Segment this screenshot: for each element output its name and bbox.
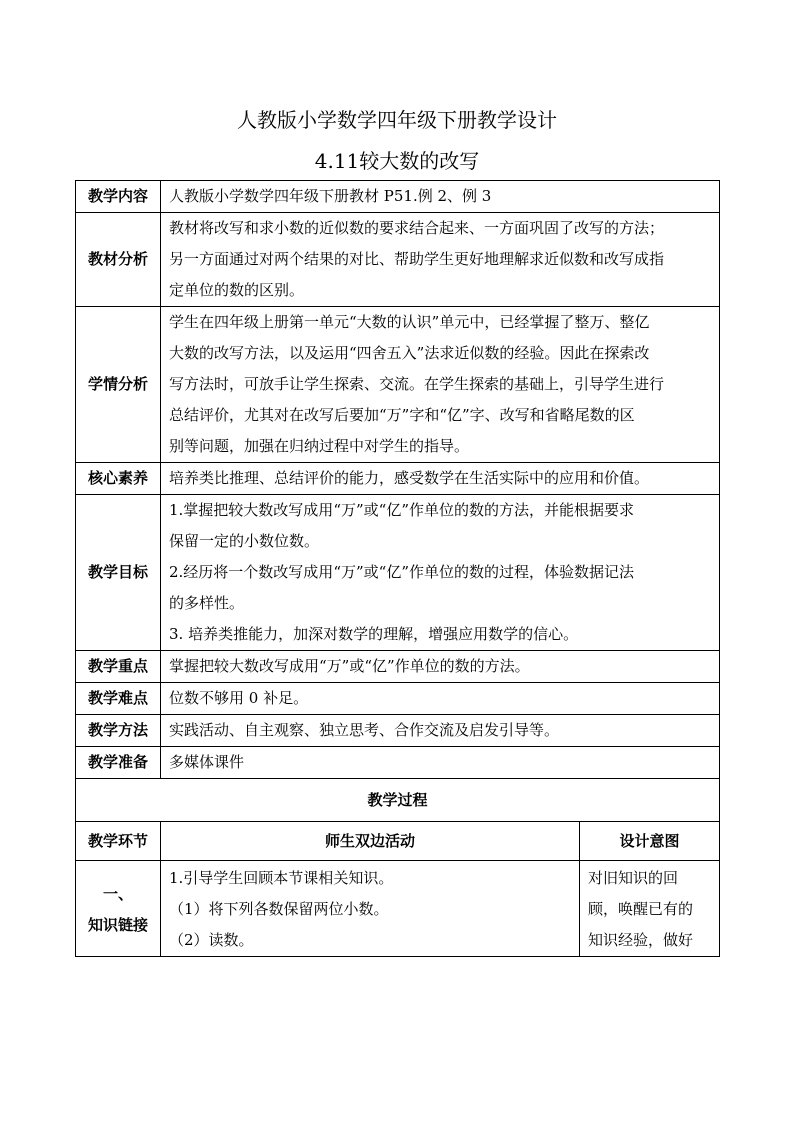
content-line: 实践活动、自主观察、独立思考、合作交流及启发引导等。 [169, 721, 560, 739]
process-columns-row [76, 822, 720, 861]
activity-line: （1）将下列各数保留两位小数。 [169, 900, 389, 918]
row-content [161, 747, 720, 779]
row-content [161, 651, 720, 683]
row-content [161, 683, 720, 715]
intent-line: 知识经验，做好 [588, 931, 694, 949]
content-line: 定单位的数的区别。 [169, 281, 305, 299]
row-label: 教材分析 [76, 213, 161, 307]
document-title: 人教版小学数学四年级下册教学设计 [237, 108, 557, 132]
lesson-plan-table [75, 180, 720, 957]
intent-line: 对旧知识的回 [588, 869, 679, 887]
row-content [161, 495, 720, 651]
content-line: 大数的改写方法，以及运用“四舍五入”法求近似数的经验。因此在探索改 [169, 344, 650, 362]
info-row [76, 651, 720, 683]
content-line: 别等问题，加强在归纳过程中对学生的指导。 [169, 437, 470, 455]
info-row [76, 715, 720, 747]
column-header: 设计意图 [580, 822, 720, 861]
content-line: 位数不够用 0 补足。 [169, 689, 309, 707]
content-line: 2.经历将一个数改写成用“万”或“亿”作单位的数的过程，体验数据记法 [169, 563, 634, 581]
lesson-title: 4.11较大数的改写 [314, 149, 480, 173]
content-line: 1.掌握把较大数改写成用“万”或“亿”作单位的数的方法，并能根据要求 [169, 501, 634, 519]
info-row [76, 181, 720, 213]
stage-label-line: 知识链接 [87, 915, 148, 934]
row-label: 学情分析 [76, 307, 161, 463]
info-row [76, 213, 720, 307]
row-content [161, 463, 720, 495]
intent-line: 顾，唤醒已有的 [588, 900, 694, 918]
row-label: 教学目标 [76, 495, 161, 651]
info-row [76, 495, 720, 651]
content-line: 教材将改写和求小数的近似数的要求结合起来、一方面巩固了改写的方法； [169, 219, 665, 237]
content-line: 总结评价，尤其对在改写后要加“万”字和“亿”字、改写和省略尾数的区 [169, 406, 635, 424]
row-label: 教学重点 [76, 651, 161, 683]
info-row [76, 463, 720, 495]
content-line: 写方法时，可放手让学生探索、交流。在学生探索的基础上，引导学生进行 [169, 375, 665, 393]
process-heading: 教学过程 [76, 779, 720, 822]
content-line: 人教版小学数学四年级下册教材 P51.例 2、例 3 [169, 187, 492, 205]
row-label: 教学内容 [76, 181, 161, 213]
row-content [161, 213, 720, 307]
activity-line: （2）读数。 [169, 931, 254, 949]
row-content [161, 307, 720, 463]
content-line: 培养类比推理、总结评价的能力，感受数学在生活实际中的应用和价值。 [169, 469, 650, 487]
activity-line: 1.引导学生回顾本节课相关知识。 [169, 869, 394, 887]
row-content [161, 715, 720, 747]
stage-row [76, 861, 720, 957]
row-label: 教学难点 [76, 683, 161, 715]
content-line: 另一方面通过对两个结果的对比、帮助学生更好地理解求近似数和改写成指 [169, 250, 665, 268]
row-label: 教学准备 [76, 747, 161, 779]
process-heading-row [76, 779, 720, 822]
content-line: 的多样性。 [169, 594, 245, 612]
content-line: 3. 培养类推能力，加深对数学的理解，增强应用数学的信心。 [169, 625, 579, 643]
content-line: 保留一定的小数位数。 [169, 532, 320, 550]
info-row [76, 747, 720, 779]
column-header: 师生双边活动 [161, 822, 580, 861]
content-line: 学生在四年级上册第一单元“大数的认识”单元中，已经掌握了整万、整亿 [169, 313, 650, 331]
row-label: 教学方法 [76, 715, 161, 747]
content-line: 掌握把较大数改写成用“万”或“亿”作单位的数的方法。 [169, 657, 530, 675]
row-content [161, 181, 720, 213]
info-row [76, 683, 720, 715]
content-line: 多媒体课件 [169, 753, 245, 771]
stage-intent [580, 861, 720, 957]
info-row [76, 307, 720, 463]
stage-label-line: 一、 [102, 884, 133, 903]
column-header: 教学环节 [76, 822, 161, 861]
stage-activity [161, 861, 580, 957]
stage-label [76, 861, 161, 957]
row-label: 核心素养 [76, 463, 161, 495]
